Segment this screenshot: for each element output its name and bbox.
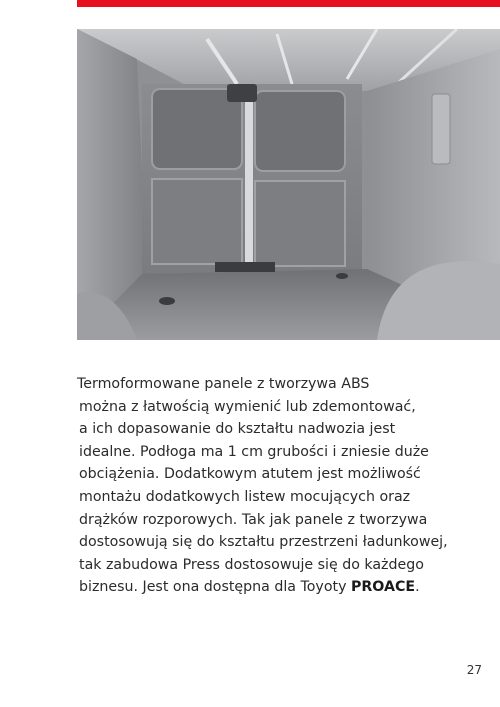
van-interior-photo <box>77 29 500 340</box>
text-line: można z łatwością wymienić lub zdemontować, <box>79 398 416 415</box>
text-line: a ich dopasowanie do kształtu nadwozia jest <box>79 421 396 438</box>
text-line: dostosowują się do kształtu przestrzeni ładunkowej, <box>79 534 448 551</box>
text-line-lead: biznesu. Jest ona dostępna dla Toyoty <box>79 579 351 596</box>
brand-name-bold: PROACE <box>350 579 416 596</box>
text-line: idealne. Podłoga ma 1 cm grubości i zniesie duże <box>79 443 429 460</box>
text-line-last <box>77 576 477 599</box>
text-line: montażu dodatkowych listew mocujących oraz <box>79 488 411 505</box>
page-number: 27 <box>466 663 482 677</box>
text-line: obciążenia. Dodatkowym atutem jest możliwość <box>79 466 421 483</box>
text-line: Termoformowane panele z tworzywa ABS <box>77 376 370 392</box>
body-paragraph <box>77 373 477 599</box>
accent-bar <box>77 0 500 7</box>
final-punct: . <box>415 579 420 596</box>
text-line: tak zabudowa Press dostosowuje się do każdego <box>79 556 424 573</box>
text-line: drążków rozporowych. Tak jak panele z tworzywa <box>79 511 428 528</box>
